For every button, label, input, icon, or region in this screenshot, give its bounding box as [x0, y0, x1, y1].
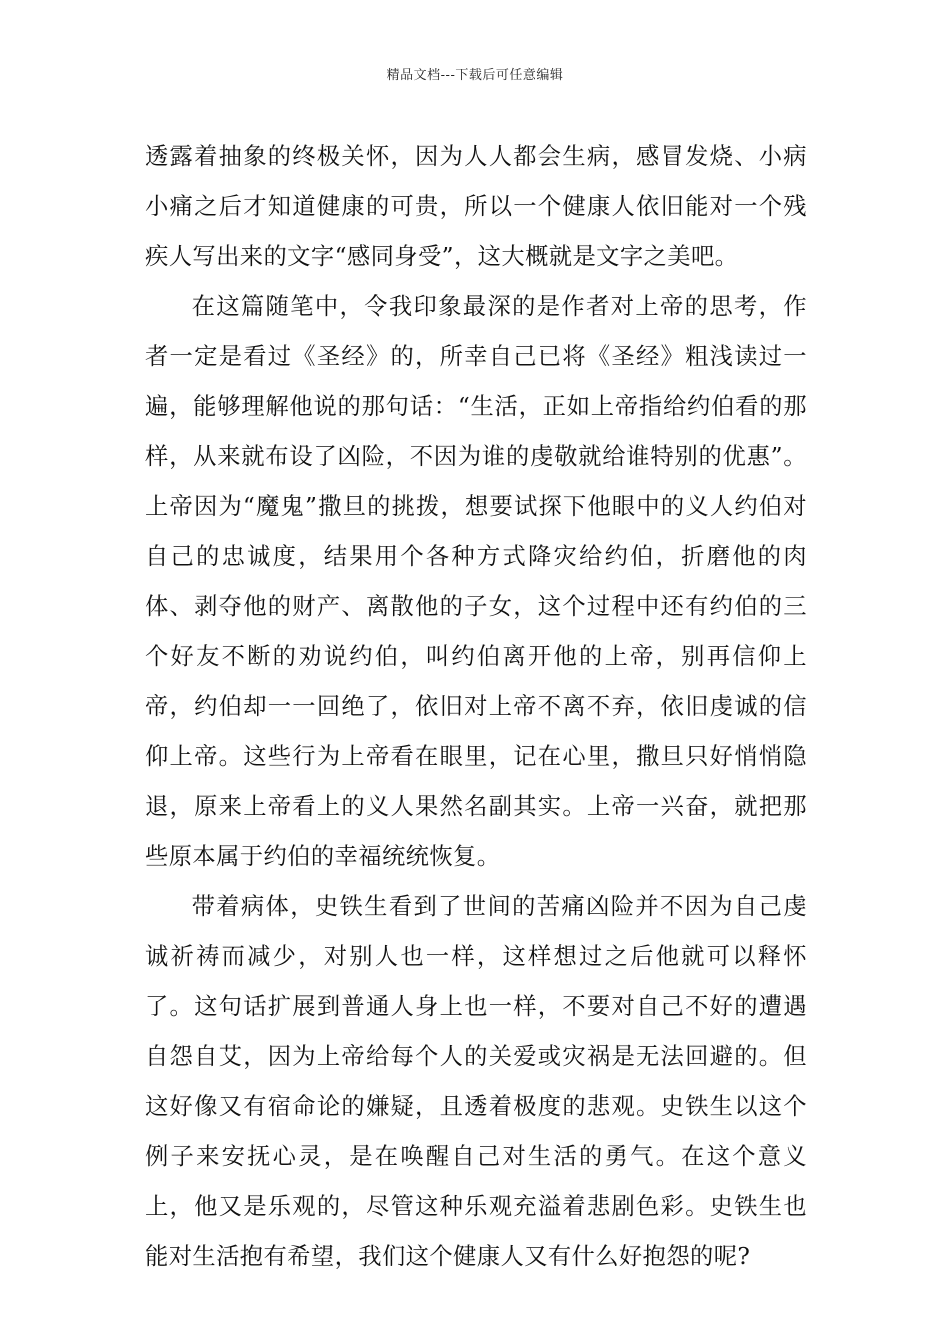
- paragraph-3: 带着病体，史铁生看到了世间的苦痛凶险并不因为自己虔诚祈祷而减少，对别人也一样，这样想过之后他就可以释怀了。这句话扩展到普通人身上也一样，不要对自己不好的遭遇自怨自艾，因为上帝给每个人的关爱或灾祸是无法回避的。但这好像又有宿命论的嫌疑，且透着极度的悲观。史铁生以这个例子来安抚心灵，是在唤醒自己对生活的勇气。在这个意义上，他又是乐观的，尽管这种乐观充溢着悲剧色彩。史铁生也能对生活抱有希望，我们这个健康人又有什么好抱怨的呢?: [145, 893, 807, 1270]
- page-header: 精品文档---下载后可任意编辑: [386, 68, 564, 83]
- paragraph-2: 在这篇随笔中，令我印象最深的是作者对上帝的思考，作者一定是看过《圣经》的，所幸自己已将《圣经》粗浅读过一遍，能够理解他说的那句话：“生活，正如上帝指给约伯看的那样，从来就布设了凶险，不因为谁的虔敬就给谁特别的优惠”。上帝因为“魔鬼”撒旦的挑拨，想要试探下他眼中的义人约伯对自己的忠诚度，结果用个各种方式降灾给约伯，折磨他的肉体、剥夺他的财产、离散他的子女，这个过程中还有约伯的三个好友不断的劝说约伯，叫约伯离开他的上帝，别再信仰上帝，约伯却一一回绝了，依旧对上帝不离不弃，依旧虔诚的信仰上帝。这些行为上帝看在眼里，记在心里，撒旦只好悄悄隐退，原来上帝看上的义人果然名副其实。上帝一兴奋，就把那些原本属于约伯的幸福统统恢复。: [145, 293, 807, 870]
- paragraph-1: 透露着抽象的终极关怀，因为人人都会生病，感冒发烧、小病小痛之后才知道健康的可贵，所以一个健康人依旧能对一个残疾人写出来的文字“感同身受”，这大概就是文字之美吧。: [145, 143, 807, 270]
- document-body: [145, 132, 807, 1282]
